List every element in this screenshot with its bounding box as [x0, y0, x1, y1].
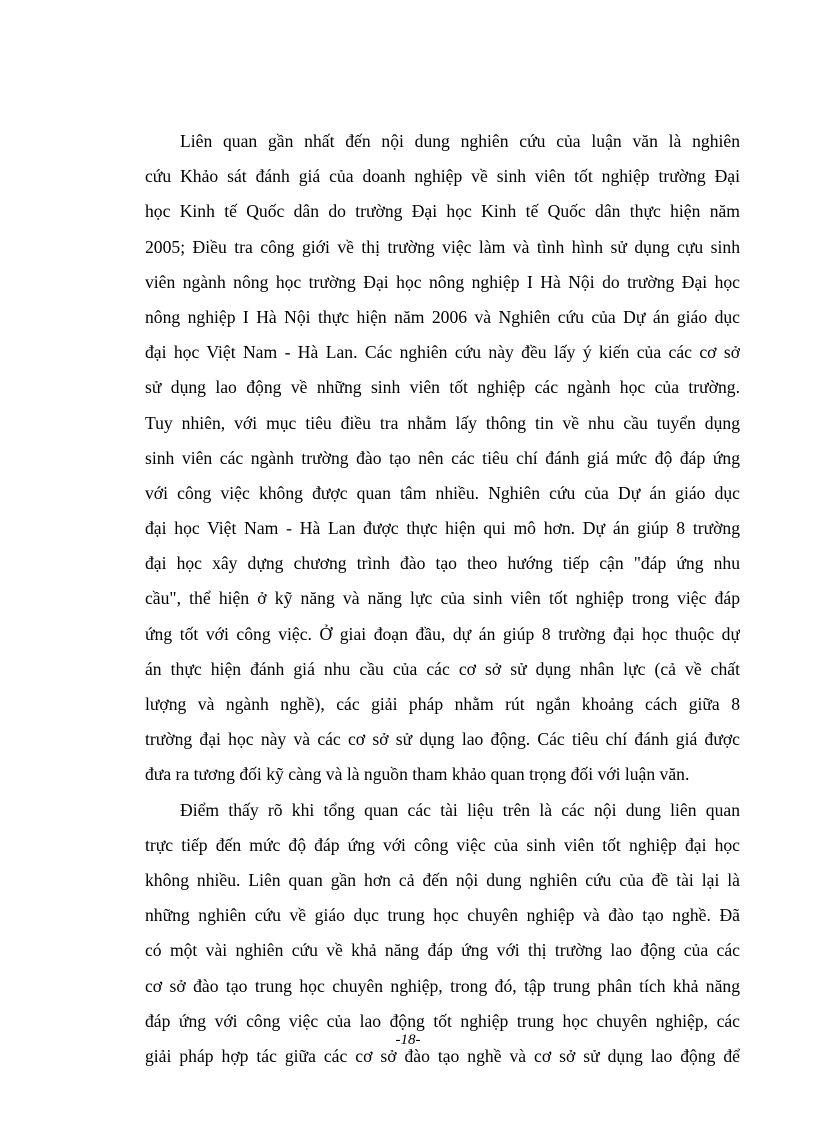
text-line: đưa ra tương đối kỹ càng và là nguồn tham khảo quan trọng đối với luận văn. — [145, 764, 690, 785]
paragraph-1 — [145, 124, 740, 793]
text-line: Liên quan gần nhất đến nội dung nghiên cứu của luận văn là nghiên — [180, 131, 740, 151]
text-line: ứng tốt với công việc. Ở giai đoạn đầu, dự án giúp 8 trường đại học thuộc dự — [145, 623, 740, 644]
text-line: lượng và ngành nghề), các giải pháp nhằm rút ngắn khoảng cách giữa 8 — [145, 694, 740, 714]
text-line: cơ sở đào tạo trung học chuyên nghiệp, trong đó, tập trung phân tích khả năng — [145, 975, 740, 996]
text-line: Tuy nhiên, với mục tiêu điều tra nhằm lấy thông tin về nhu cầu tuyển dụng — [145, 412, 740, 433]
text-line: án thực hiện đánh giá nhu cầu của các cơ sở sử dụng nhân lực (cả về chất — [145, 658, 740, 679]
text-line: sử dụng lao động về những sinh viên tốt nghiệp các ngành học của trường. — [145, 377, 740, 398]
text-line: đại học Việt Nam - Hà Lan. Các nghiên cứu này đều lấy ý kiến của các cơ sở — [145, 342, 740, 363]
text-line: học Kinh tế Quốc dân do trường Đại học Kinh tế Quốc dân thực hiện năm — [145, 201, 740, 222]
text-line: nông nghiệp I Hà Nội thực hiện năm 2006 và Nghiên cứu của Dự án giáo dục — [145, 306, 740, 327]
text-line: giải pháp hợp tác giữa các cơ sở đào tạo nghề và cơ sở sử dụng lao động để — [145, 1045, 740, 1066]
text-line: 2005; Điều tra công giới về thị trường việc làm và tình hình sử dụng cựu sinh — [145, 236, 740, 257]
body-text — [145, 124, 740, 1074]
text-line: với công việc không được quan tâm nhiều. Nghiên cứu của Dự án giáo dục — [145, 482, 740, 503]
text-line: viên ngành nông học trường Đại học nông nghiệp I Hà Nội do trường Đại học — [145, 271, 740, 292]
text-line: sinh viên các ngành trường đào tạo nên các tiêu chí đánh giá mức độ đáp ứng — [145, 447, 740, 468]
text-line: đại học xây dựng chương trình đào tạo theo hướng tiếp cận "đáp ứng nhu — [145, 553, 740, 574]
text-line: trường đại học này và các cơ sở sử dụng lao động. Các tiêu chí đánh giá được — [145, 729, 740, 750]
text-line: Điểm thấy rõ khi tổng quan các tài liệu trên là các nội dung liên quan — [180, 799, 740, 820]
text-line: đại học Việt Nam - Hà Lan được thực hiện qui mô hơn. Dự án giúp 8 trường — [145, 518, 740, 539]
text-line: những nghiên cứu về giáo dục trung học chuyên nghiệp và đào tạo nghề. Đã — [145, 905, 740, 926]
page-number: -18- — [395, 1032, 421, 1048]
text-line: có một vài nghiên cứu về khả năng đáp ứng với thị trường lao động của các — [145, 940, 740, 961]
text-line: không nhiều. Liên quan gần hơn cả đến nội dung nghiên cứu của đề tài lại là — [145, 869, 740, 890]
text-line: đáp ứng với công việc của lao động tốt nghiệp trung học chuyên nghiệp, các — [145, 1010, 740, 1031]
text-line: cầu", thể hiện ở kỹ năng và năng lực của sinh viên tốt nghiệp trong việc đáp — [145, 588, 740, 609]
text-line: cứu Khảo sát đánh giá của doanh nghiệp về sinh viên tốt nghiệp trường Đại — [145, 166, 740, 187]
text-line: trực tiếp đến mức độ đáp ứng với công việc của sinh viên tốt nghiệp đại học — [145, 834, 740, 855]
